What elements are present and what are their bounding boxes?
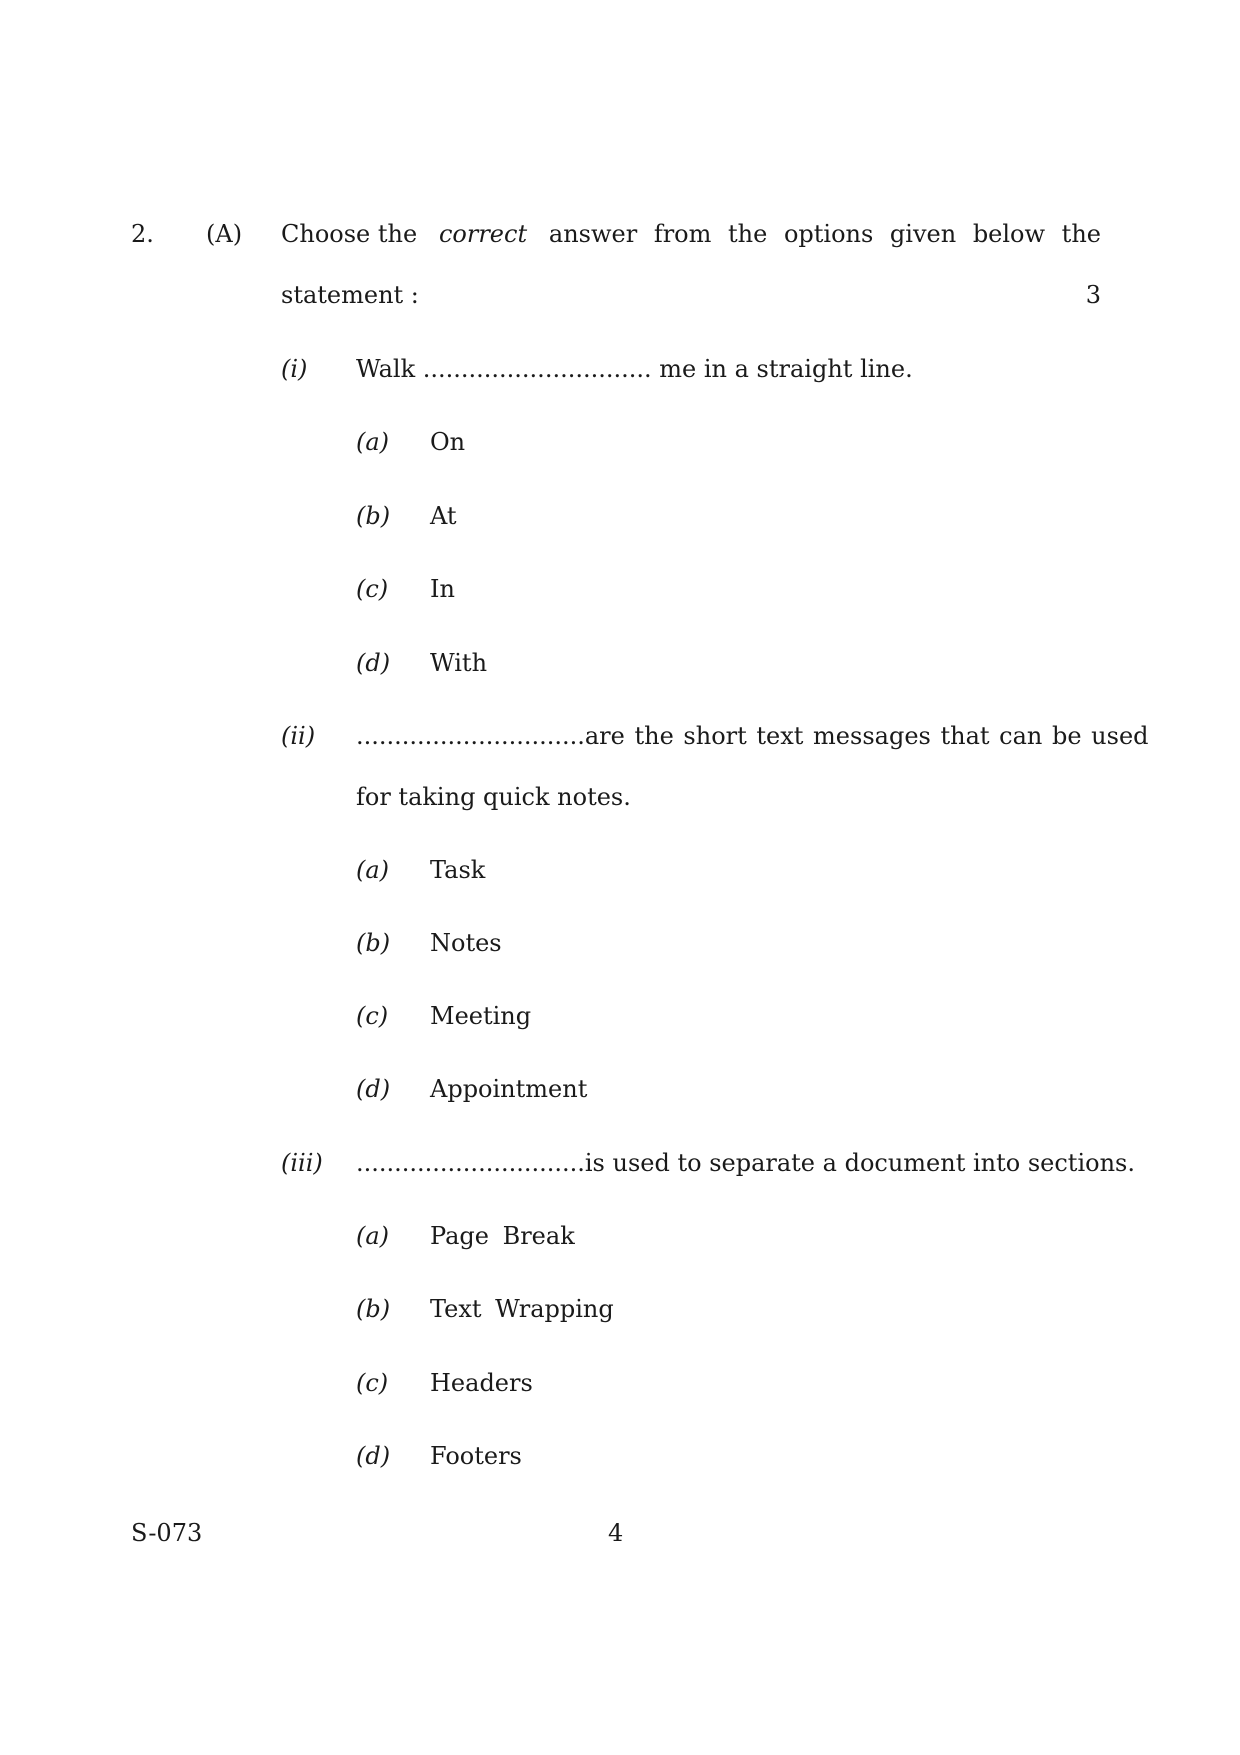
option-label: (c) [356, 1369, 389, 1397]
question-number: 2. [131, 220, 154, 248]
subquestion-text-post: are the short text messages that can be used [584, 722, 1149, 750]
option-text: At [430, 502, 457, 530]
option-label: (b) [356, 1295, 391, 1323]
option-text: Headers [430, 1369, 533, 1397]
instruction-emphasis: correct [438, 220, 528, 248]
subquestion-text [356, 1149, 1135, 1177]
option-text: With [430, 649, 488, 677]
subquestion-text-pre: Walk [356, 355, 416, 383]
option-label: (b) [356, 502, 391, 530]
option-label: (a) [356, 1222, 390, 1250]
question-marks: 3 [1085, 281, 1101, 309]
option-label: (c) [356, 1002, 389, 1030]
question-part: (A) [206, 220, 243, 248]
question-instruction-line2 [281, 283, 1101, 307]
option-label: (a) [356, 428, 390, 456]
answer-blank: .............................. [356, 722, 585, 750]
option-text: Task [430, 856, 486, 884]
subquestion-label: (ii) [281, 722, 316, 750]
subquestion-text [356, 722, 1149, 750]
option-text: Page Break [430, 1222, 575, 1250]
option-label: (d) [356, 1075, 391, 1103]
page-number: 4 [608, 1519, 624, 1547]
answer-blank: .............................. [356, 1149, 585, 1177]
option-text: Notes [430, 929, 502, 957]
option-text: Footers [430, 1442, 522, 1470]
paper-code: S-073 [131, 1519, 203, 1547]
option-label: (a) [356, 856, 390, 884]
subquestion-text [356, 357, 1101, 381]
option-text: In [430, 575, 455, 603]
option-label: (b) [356, 929, 391, 957]
instruction-post: answer from the options given below the [548, 220, 1101, 248]
option-text: Meeting [430, 1002, 532, 1030]
subquestion-label: (iii) [281, 1149, 323, 1177]
option-text: Appointment [430, 1075, 588, 1103]
answer-blank: .............................. [422, 355, 652, 383]
option-text: On [430, 428, 466, 456]
subquestion-text-post: is used to separate a document into sections. [584, 1149, 1135, 1177]
subquestion-label: (i) [281, 355, 308, 383]
option-text: Text Wrapping [430, 1295, 614, 1323]
subquestion-text-post: me in a straight line. [659, 355, 913, 383]
instruction-pre: Choose the [281, 220, 418, 248]
option-label: (d) [356, 649, 391, 677]
question-instruction-line1 [281, 222, 1101, 246]
subquestion-text-line2: for taking quick notes. [356, 783, 631, 811]
option-label: (d) [356, 1442, 391, 1470]
instruction-line2: statement : [281, 281, 419, 309]
option-label: (c) [356, 575, 389, 603]
